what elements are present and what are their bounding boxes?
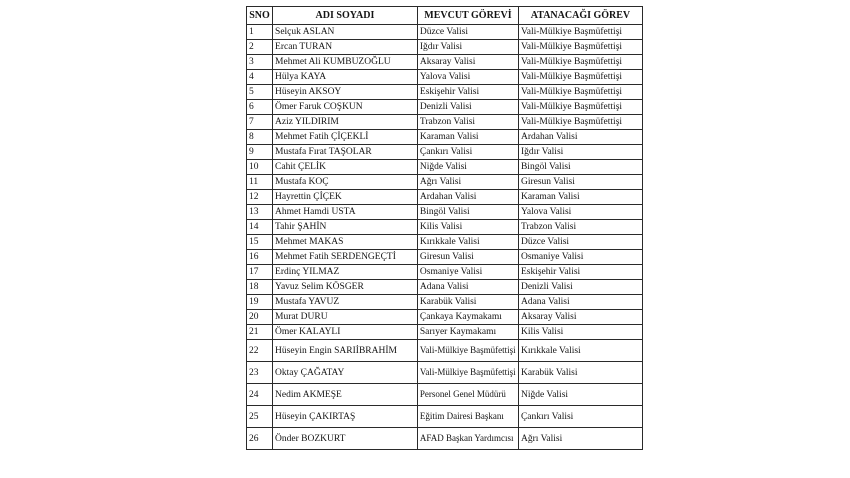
table-row [247, 325, 643, 340]
cell-assigned-position: Osmaniye Valisi [518, 250, 642, 265]
cell-assigned-position: Vali-Mülkiye Başmüfettişi [518, 100, 642, 115]
cell-name: Ercan TURAN [273, 40, 418, 55]
cell-name: Mustafa YAVUZ [273, 295, 418, 310]
table-row [247, 130, 643, 145]
cell-assigned-position: Karabük Valisi [518, 362, 642, 384]
cell-current-position: Eskişehir Valisi [417, 85, 518, 100]
cell-assigned-position: Eskişehir Valisi [518, 265, 642, 280]
table-row [247, 190, 643, 205]
table-row [247, 115, 643, 130]
table-row [247, 55, 643, 70]
cell-sno: 8 [247, 130, 273, 145]
cell-current-position: Denizli Valisi [417, 100, 518, 115]
cell-current-position: Ağrı Valisi [417, 175, 518, 190]
table-row [247, 265, 643, 280]
cell-name: Selçuk ASLAN [273, 25, 418, 40]
cell-name: Yavuz Selim KÖSGER [273, 280, 418, 295]
header-sno: SNO [247, 7, 273, 25]
table-row [247, 280, 643, 295]
cell-assigned-position: Kırıkkale Valisi [518, 340, 642, 362]
cell-name: Oktay ÇAĞATAY [273, 362, 418, 384]
cell-sno: 13 [247, 205, 273, 220]
cell-name: Hüseyin AKSOY [273, 85, 418, 100]
cell-assigned-position: Karaman Valisi [518, 190, 642, 205]
cell-current-position: Iğdır Valisi [417, 40, 518, 55]
cell-assigned-position: Adana Valisi [518, 295, 642, 310]
cell-assigned-position: Vali-Mülkiye Başmüfettişi [518, 40, 642, 55]
cell-sno: 14 [247, 220, 273, 235]
cell-sno: 26 [247, 428, 273, 450]
cell-assigned-position: Kilis Valisi [518, 325, 642, 340]
cell-sno: 6 [247, 100, 273, 115]
cell-assigned-position: Aksaray Valisi [518, 310, 642, 325]
cell-assigned-position: Vali-Mülkiye Başmüfettişi [518, 70, 642, 85]
table-row [247, 160, 643, 175]
cell-sno: 7 [247, 115, 273, 130]
cell-sno: 1 [247, 25, 273, 40]
cell-current-position: Yalova Valisi [417, 70, 518, 85]
cell-sno: 21 [247, 325, 273, 340]
header-assigned-position: ATANACAĞI GÖREV [518, 7, 642, 25]
cell-sno: 2 [247, 40, 273, 55]
table-row [247, 362, 643, 384]
cell-sno: 4 [247, 70, 273, 85]
cell-name: Ömer KALAYLI [273, 325, 418, 340]
cell-assigned-position: Vali-Mülkiye Başmüfettişi [518, 115, 642, 130]
cell-assigned-position: Ağrı Valisi [518, 428, 642, 450]
table-row [247, 145, 643, 160]
cell-sno: 15 [247, 235, 273, 250]
cell-current-position: AFAD Başkan Yardımcısı [417, 428, 518, 450]
cell-current-position: Niğde Valisi [417, 160, 518, 175]
cell-current-position: Çankaya Kaymakamı [417, 310, 518, 325]
cell-sno: 12 [247, 190, 273, 205]
cell-name: Ahmet Hamdi USTA [273, 205, 418, 220]
cell-name: Mehmet Ali KUMBUZOĞLU [273, 55, 418, 70]
cell-assigned-position: Denizli Valisi [518, 280, 642, 295]
cell-sno: 24 [247, 384, 273, 406]
cell-sno: 18 [247, 280, 273, 295]
cell-assigned-position: Iğdır Valisi [518, 145, 642, 160]
cell-name: Hayrettin ÇİÇEK [273, 190, 418, 205]
cell-sno: 16 [247, 250, 273, 265]
table-row [247, 384, 643, 406]
table-body [247, 25, 643, 450]
cell-sno: 19 [247, 295, 273, 310]
header-current-position: MEVCUT GÖREVİ [417, 7, 518, 25]
cell-assigned-position: Bingöl Valisi [518, 160, 642, 175]
cell-current-position: Karaman Valisi [417, 130, 518, 145]
cell-name: Hüseyin Engin SARIİBRAHİM [273, 340, 418, 362]
cell-sno: 9 [247, 145, 273, 160]
table-row [247, 70, 643, 85]
table-row [247, 295, 643, 310]
cell-current-position: Giresun Valisi [417, 250, 518, 265]
cell-sno: 22 [247, 340, 273, 362]
cell-sno: 5 [247, 85, 273, 100]
cell-sno: 20 [247, 310, 273, 325]
cell-assigned-position: Düzce Valisi [518, 235, 642, 250]
table-row [247, 428, 643, 450]
table-row [247, 85, 643, 100]
cell-current-position: Vali-Mülkiye Başmüfettişi [417, 362, 518, 384]
cell-current-position: Trabzon Valisi [417, 115, 518, 130]
table-row [247, 25, 643, 40]
table-row [247, 340, 643, 362]
cell-current-position: Ardahan Valisi [417, 190, 518, 205]
cell-current-position: Bingöl Valisi [417, 205, 518, 220]
cell-assigned-position: Yalova Valisi [518, 205, 642, 220]
cell-current-position: Adana Valisi [417, 280, 518, 295]
cell-name: Murat DURU [273, 310, 418, 325]
cell-current-position: Karabük Valisi [417, 295, 518, 310]
cell-current-position: Sarıyer Kaymakamı [417, 325, 518, 340]
cell-sno: 25 [247, 406, 273, 428]
cell-name: Mehmet Fatih ÇİÇEKLİ [273, 130, 418, 145]
cell-name: Önder BOZKURT [273, 428, 418, 450]
cell-name: Mustafa Fırat TAŞOLAR [273, 145, 418, 160]
table-row [247, 235, 643, 250]
cell-current-position: Personel Genel Müdürü [417, 384, 518, 406]
cell-sno: 11 [247, 175, 273, 190]
cell-name: Aziz YILDIRIM [273, 115, 418, 130]
cell-assigned-position: Ardahan Valisi [518, 130, 642, 145]
cell-assigned-position: Vali-Mülkiye Başmüfettişi [518, 55, 642, 70]
table-row [247, 220, 643, 235]
table-row [247, 205, 643, 220]
cell-current-position: Çankırı Valisi [417, 145, 518, 160]
cell-name: Hülya KAYA [273, 70, 418, 85]
cell-name: Cahit ÇELİK [273, 160, 418, 175]
cell-sno: 3 [247, 55, 273, 70]
cell-assigned-position: Giresun Valisi [518, 175, 642, 190]
cell-name: Mehmet MAKAS [273, 235, 418, 250]
cell-name: Ömer Faruk COŞKUN [273, 100, 418, 115]
cell-sno: 23 [247, 362, 273, 384]
cell-assigned-position: Vali-Mülkiye Başmüfettişi [518, 85, 642, 100]
table-row [247, 406, 643, 428]
header-name: ADI SOYADI [273, 7, 418, 25]
appointments-table [246, 6, 643, 450]
cell-name: Tahir ŞAHİN [273, 220, 418, 235]
table-row [247, 40, 643, 55]
cell-current-position: Osmaniye Valisi [417, 265, 518, 280]
cell-assigned-position: Niğde Valisi [518, 384, 642, 406]
cell-current-position: Kırıkkale Valisi [417, 235, 518, 250]
cell-assigned-position: Çankırı Valisi [518, 406, 642, 428]
cell-current-position: Aksaray Valisi [417, 55, 518, 70]
cell-current-position: Eğitim Dairesi Başkanı [417, 406, 518, 428]
cell-name: Mustafa KOÇ [273, 175, 418, 190]
cell-name: Hüseyin ÇAKIRTAŞ [273, 406, 418, 428]
cell-current-position: Vali-Mülkiye Başmüfettişi [417, 340, 518, 362]
cell-current-position: Düzce Valisi [417, 25, 518, 40]
table-row [247, 175, 643, 190]
cell-sno: 17 [247, 265, 273, 280]
cell-name: Mehmet Fatih SERDENGEÇTİ [273, 250, 418, 265]
cell-assigned-position: Vali-Mülkiye Başmüfettişi [518, 25, 642, 40]
cell-current-position: Kilis Valisi [417, 220, 518, 235]
cell-name: Nedim AKMEŞE [273, 384, 418, 406]
cell-assigned-position: Trabzon Valisi [518, 220, 642, 235]
table-row [247, 310, 643, 325]
table-row [247, 250, 643, 265]
table-row [247, 100, 643, 115]
cell-sno: 10 [247, 160, 273, 175]
table-header-row [247, 7, 643, 25]
cell-name: Erdinç YILMAZ [273, 265, 418, 280]
